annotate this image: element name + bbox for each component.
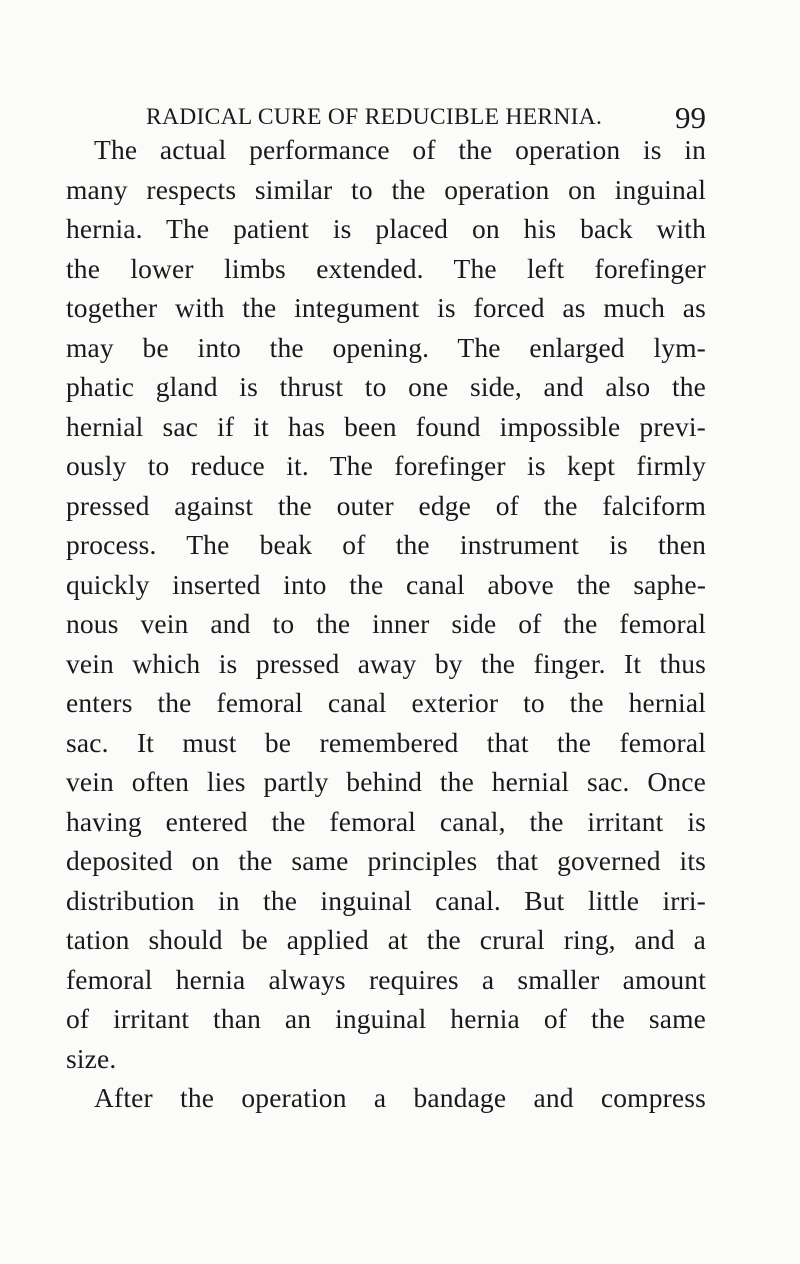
text-line: size. — [66, 1042, 117, 1074]
text-line: the lower limbs extended. The left forefinger — [66, 252, 706, 284]
text-line: many respects similar to the operation on inguinal — [66, 173, 706, 205]
text-line: sac. It must be remembered that the femoral — [66, 726, 706, 758]
text-line: process. The beak of the instrument is then — [66, 529, 706, 560]
text-line: of irritant than an inguinal hernia of the same — [66, 1003, 706, 1034]
text-line: pressed against the outer edge of the falciform — [66, 489, 706, 521]
text-line: hernial sac if it has been found impossible previ- — [66, 410, 706, 442]
paragraph — [66, 1078, 706, 1118]
text-line: The actual performance of the operation is in — [94, 134, 706, 165]
text-line: nous vein and to the inner side of the femoral — [66, 608, 706, 639]
text-line: phatic gland is thrust to one side, and also the — [66, 371, 706, 402]
text-line: vein often lies partly behind the hernial sac. Once — [66, 766, 706, 797]
text-line: deposited on the same principles that governed its — [66, 845, 706, 876]
body-text — [66, 130, 706, 1118]
text-line: enters the femoral canal exterior to the hernial — [66, 687, 706, 718]
text-line: vein which is pressed away by the finger. It thus — [66, 647, 706, 679]
text-line: ously to reduce it. The forefinger is kept firmly — [66, 450, 706, 481]
text-line: distribution in the inguinal canal. But little irri- — [66, 884, 706, 916]
page-number: 99 — [675, 100, 706, 135]
text-line: After the operation a bandage and compress — [94, 1082, 706, 1113]
text-line: tation should be applied at the crural ring, and a — [66, 924, 706, 955]
text-line: having entered the femoral canal, the irritant is — [66, 805, 706, 837]
text-line: femoral hernia always requires a smaller amount — [66, 963, 706, 995]
text-line: may be into the opening. The enlarged lym- — [66, 331, 706, 363]
text-line: hernia. The patient is placed on his back with — [66, 213, 706, 244]
text-line: together with the integument is forced as much as — [66, 292, 706, 323]
paragraph — [66, 130, 706, 1078]
text-line: quickly inserted into the canal above the saphe- — [66, 568, 706, 600]
running-head-title: RADICAL CURE OF REDUCIBLE HERNIA. — [146, 104, 603, 130]
